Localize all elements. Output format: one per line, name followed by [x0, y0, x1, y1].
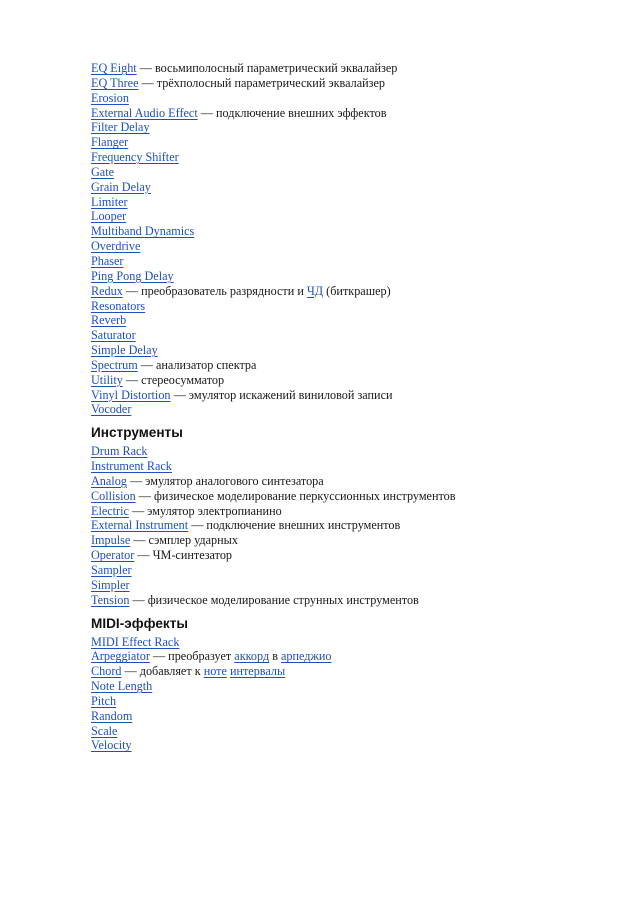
- item-description-joiner: в: [269, 649, 282, 664]
- list-item: [91, 679, 611, 694]
- link-drum-rack[interactable]: Drum Rack: [91, 444, 148, 459]
- list-item: [91, 284, 611, 299]
- link-frequency-shifter[interactable]: Frequency Shifter: [91, 150, 179, 165]
- list-item: [91, 180, 611, 195]
- link-ping-pong-delay[interactable]: Ping Pong Delay: [91, 268, 174, 283]
- list-item: [91, 444, 611, 459]
- item-description: — эмулятор электропианино: [128, 503, 282, 518]
- link-note-length[interactable]: Note Length: [91, 679, 153, 694]
- item-description: — стереосумматор: [122, 372, 225, 387]
- list-item: [91, 343, 611, 358]
- list-item: [91, 224, 611, 239]
- list-item: [91, 664, 611, 679]
- link-simple-delay[interactable]: Simple Delay: [91, 343, 158, 358]
- list-item: [91, 135, 611, 150]
- link-reverb[interactable]: Reverb: [91, 313, 127, 328]
- item-description: — эмулятор искажений виниловой записи: [170, 387, 393, 402]
- list-item: [91, 709, 611, 724]
- list-item: [91, 195, 611, 210]
- item-description: — подключение внешних инструментов: [188, 518, 401, 533]
- list-item: [91, 649, 611, 664]
- link-resonators[interactable]: Resonators: [91, 298, 146, 313]
- link-external-instrument[interactable]: External Instrument: [91, 518, 189, 533]
- list-item: [91, 165, 611, 180]
- link-pitch[interactable]: Pitch: [91, 693, 117, 708]
- link-intervals-term[interactable]: интервалы: [229, 664, 286, 679]
- list-item: [91, 504, 611, 519]
- list-item: [91, 459, 611, 474]
- section-heading-midi-effects: MIDI-эффекты: [91, 615, 188, 631]
- link-arpeggiator[interactable]: Arpeggiator: [91, 649, 150, 664]
- link-analog[interactable]: Analog: [91, 473, 127, 488]
- list-item: [91, 106, 611, 121]
- item-description: — подключение внешних эффектов: [197, 105, 387, 120]
- link-overdrive[interactable]: Overdrive: [91, 239, 141, 254]
- link-erosion[interactable]: Erosion: [91, 90, 129, 105]
- document-page: [91, 61, 611, 753]
- item-description: — добавляет к: [121, 664, 204, 679]
- link-electric[interactable]: Electric: [91, 503, 129, 518]
- link-filter-delay[interactable]: Filter Delay: [91, 120, 150, 135]
- list-item: [91, 239, 611, 254]
- effects-list: [91, 61, 611, 417]
- list-item: [91, 313, 611, 328]
- item-description-tail: (биткрашер): [323, 283, 391, 298]
- list-item: [91, 209, 611, 224]
- link-impulse[interactable]: Impulse: [91, 533, 131, 548]
- item-description: — анализатор спектра: [137, 357, 257, 372]
- item-description: — преобразователь разрядности и: [122, 283, 307, 298]
- item-description: — трёхполосный параметрический эквалайзер: [138, 75, 385, 90]
- list-item: [91, 254, 611, 269]
- list-item: [91, 373, 611, 388]
- link-instrument-rack[interactable]: Instrument Rack: [91, 459, 172, 474]
- item-description: — восьмиполосный параметрический эквалайзер: [136, 61, 398, 75]
- link-arpeggio-term[interactable]: арпеджио: [281, 649, 332, 664]
- link-scale[interactable]: Scale: [91, 723, 118, 738]
- link-eq-three[interactable]: EQ Three: [91, 75, 139, 90]
- list-item: [91, 299, 611, 314]
- list-item: [91, 61, 611, 76]
- list-item: [91, 578, 611, 593]
- link-multiband-dynamics[interactable]: Multiband Dynamics: [91, 224, 195, 239]
- link-chord[interactable]: Chord: [91, 664, 122, 679]
- list-item: [91, 76, 611, 91]
- list-item: [91, 358, 611, 373]
- list-item: [91, 150, 611, 165]
- item-description: — эмулятор аналогового синтезатора: [126, 473, 324, 488]
- list-item: [91, 724, 611, 739]
- link-tension[interactable]: Tension: [91, 592, 130, 607]
- list-item: [91, 533, 611, 548]
- link-spectrum[interactable]: Spectrum: [91, 357, 138, 372]
- link-gate[interactable]: Gate: [91, 164, 115, 179]
- list-item: [91, 738, 611, 753]
- item-description: — преобразует: [149, 649, 235, 664]
- section-heading-instruments: Инструменты: [91, 425, 183, 441]
- link-phaser[interactable]: Phaser: [91, 253, 124, 268]
- link-saturator[interactable]: Saturator: [91, 328, 136, 343]
- link-eq-eight[interactable]: EQ Eight: [91, 61, 137, 75]
- link-utility[interactable]: Utility: [91, 372, 123, 387]
- midi-effects-list: [91, 635, 611, 754]
- link-frequency-abbrev[interactable]: ЧД: [306, 283, 324, 298]
- item-description: — физическое моделирование струнных инструментов: [129, 592, 419, 607]
- list-item: [91, 635, 611, 650]
- list-item: [91, 328, 611, 343]
- link-sampler[interactable]: Sampler: [91, 563, 132, 577]
- list-item: [91, 548, 611, 563]
- link-redux[interactable]: Redux: [91, 283, 123, 298]
- item-description: — ЧМ-синтезатор: [134, 548, 233, 563]
- link-vocoder[interactable]: Vocoder: [91, 402, 132, 417]
- link-collision[interactable]: Collision: [91, 488, 136, 503]
- list-item: [91, 269, 611, 284]
- list-item: [91, 120, 611, 135]
- list-item: [91, 489, 611, 504]
- link-chord-term[interactable]: аккорд: [234, 649, 270, 664]
- link-vinyl-distortion[interactable]: Vinyl Distortion: [91, 387, 171, 402]
- link-external-audio-effect[interactable]: External Audio Effect: [91, 105, 198, 120]
- link-random[interactable]: Random: [91, 708, 133, 723]
- item-description: — физическое моделирование перкуссионных инструментов: [135, 488, 456, 503]
- link-flanger[interactable]: Flanger: [91, 135, 129, 150]
- link-limiter[interactable]: Limiter: [91, 194, 128, 209]
- link-note-term[interactable]: ноте: [203, 664, 227, 679]
- item-description: — сэмплер ударных: [130, 533, 238, 548]
- link-grain-delay[interactable]: Grain Delay: [91, 179, 151, 194]
- link-simpler[interactable]: Simpler: [91, 577, 130, 592]
- list-item: [91, 474, 611, 489]
- link-operator[interactable]: Operator: [91, 548, 135, 563]
- list-item: [91, 694, 611, 709]
- list-item: [91, 518, 611, 533]
- link-velocity[interactable]: Velocity: [91, 738, 132, 753]
- list-item: [91, 388, 611, 403]
- link-midi-effect-rack[interactable]: MIDI Effect Rack: [91, 634, 180, 649]
- list-item: [91, 593, 611, 608]
- instruments-list: [91, 444, 611, 607]
- list-item: [91, 402, 611, 417]
- link-looper[interactable]: Looper: [91, 209, 127, 224]
- list-item: [91, 91, 611, 106]
- list-item: [91, 563, 611, 578]
